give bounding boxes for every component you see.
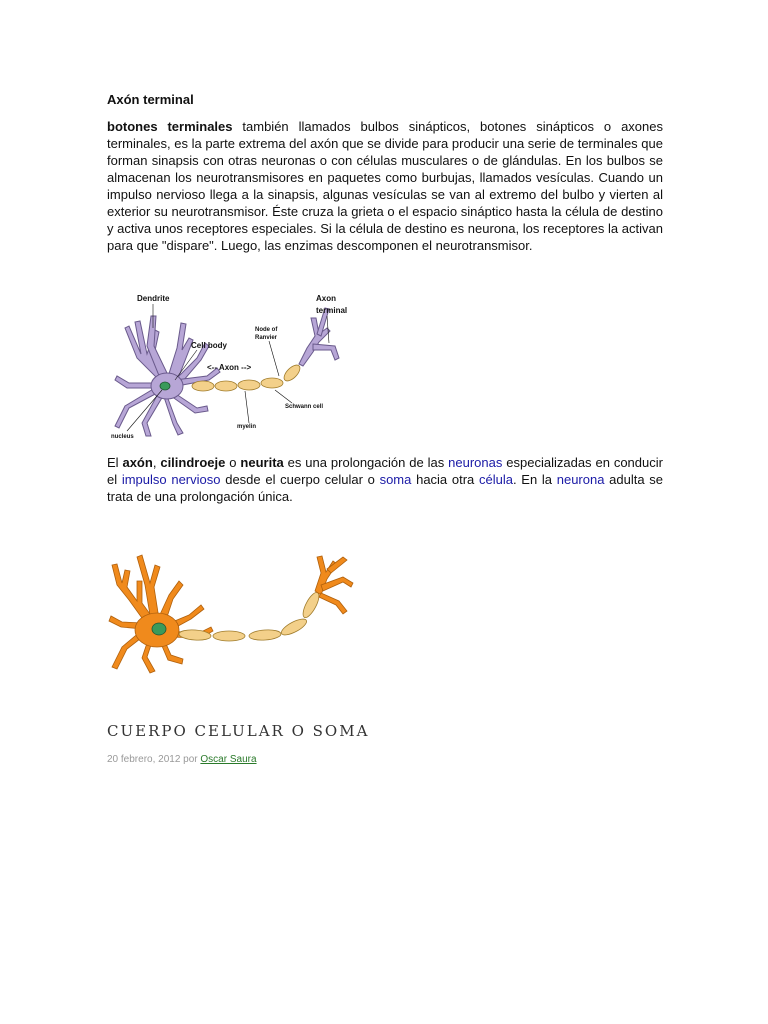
paragraph-axon xyxy=(107,454,663,505)
bold-term: botones terminales xyxy=(107,119,233,134)
text: El xyxy=(107,455,123,470)
bold-term: neurita xyxy=(240,455,284,470)
label-node-of-ranvier-2: Ranvier xyxy=(255,335,278,341)
link-neurona[interactable]: neurona xyxy=(556,472,605,487)
text: especializadas en conducir el xyxy=(107,455,663,487)
label-schwann-cell: Schwann cell xyxy=(285,404,324,410)
label-cell-body: Cell body xyxy=(191,341,228,350)
text: desde el cuerpo celular o xyxy=(220,472,380,487)
paragraph-text: también llamados bulbos sinápticos, botones sinápticos o axones terminales, es la parte extrema del axón que se divide para producir una serie de terminales que forman sinapsis con otras neuronas o con células musculares o de glándulas. En los bulbos se almacenan los neurotransmisores en paquetes como burbujas, llamados vesículas. Cuando un impulso nervioso llega a la sinapsis, algunas vesículas se van al extremo del bulbo y vierten al exterior su neurotransmisor. Éste cruza la grieta o el espacio sináptico hasta la célula de destino y activa unos receptores especiales. Si la célula de destino es neurona, los receptores la activan para que "dispare". Luego, las enzimas descomponen el neurotransmisor. xyxy=(107,119,663,253)
section-title: Axón terminal xyxy=(107,92,194,107)
text: o xyxy=(225,455,241,470)
link-soma[interactable]: soma xyxy=(379,472,412,487)
link-neuronas[interactable]: neuronas xyxy=(448,455,503,470)
post-author-link[interactable]: Oscar Saura xyxy=(200,754,257,765)
text: , xyxy=(152,455,161,470)
link-impulso-nervioso[interactable]: impulso nervioso xyxy=(121,472,221,487)
bold-term: cilindroeje xyxy=(160,455,226,470)
label-nucleus: nucleus xyxy=(111,434,134,440)
label-axon-terminal-2: terminal xyxy=(316,306,348,315)
bold-term: axón xyxy=(122,455,153,470)
post-by: por xyxy=(180,754,201,765)
label-node-of-ranvier-1: Node of xyxy=(255,327,278,333)
post-meta xyxy=(107,754,257,765)
neuron-labeled-diagram xyxy=(107,288,367,440)
label-myelin: myelin xyxy=(237,424,257,430)
post-title[interactable]: CUERPO CELULAR O SOMA xyxy=(107,722,370,740)
text: hacia otra xyxy=(411,472,479,487)
paragraph-axon-terminal xyxy=(107,118,663,254)
neuron-orange-diagram xyxy=(107,545,365,675)
post-date: 20 febrero, 2012 xyxy=(107,754,181,765)
text: . En la xyxy=(512,472,557,487)
label-axon-terminal-1: Axon xyxy=(316,294,336,303)
text: es una prolongación de las xyxy=(283,455,449,470)
label-dendrite: Dendrite xyxy=(137,294,170,303)
link-celula[interactable]: célula xyxy=(479,472,513,487)
text: adulta se trata de una prolongación única. xyxy=(107,472,664,504)
label-axon: <-- Axon --> xyxy=(207,363,252,372)
